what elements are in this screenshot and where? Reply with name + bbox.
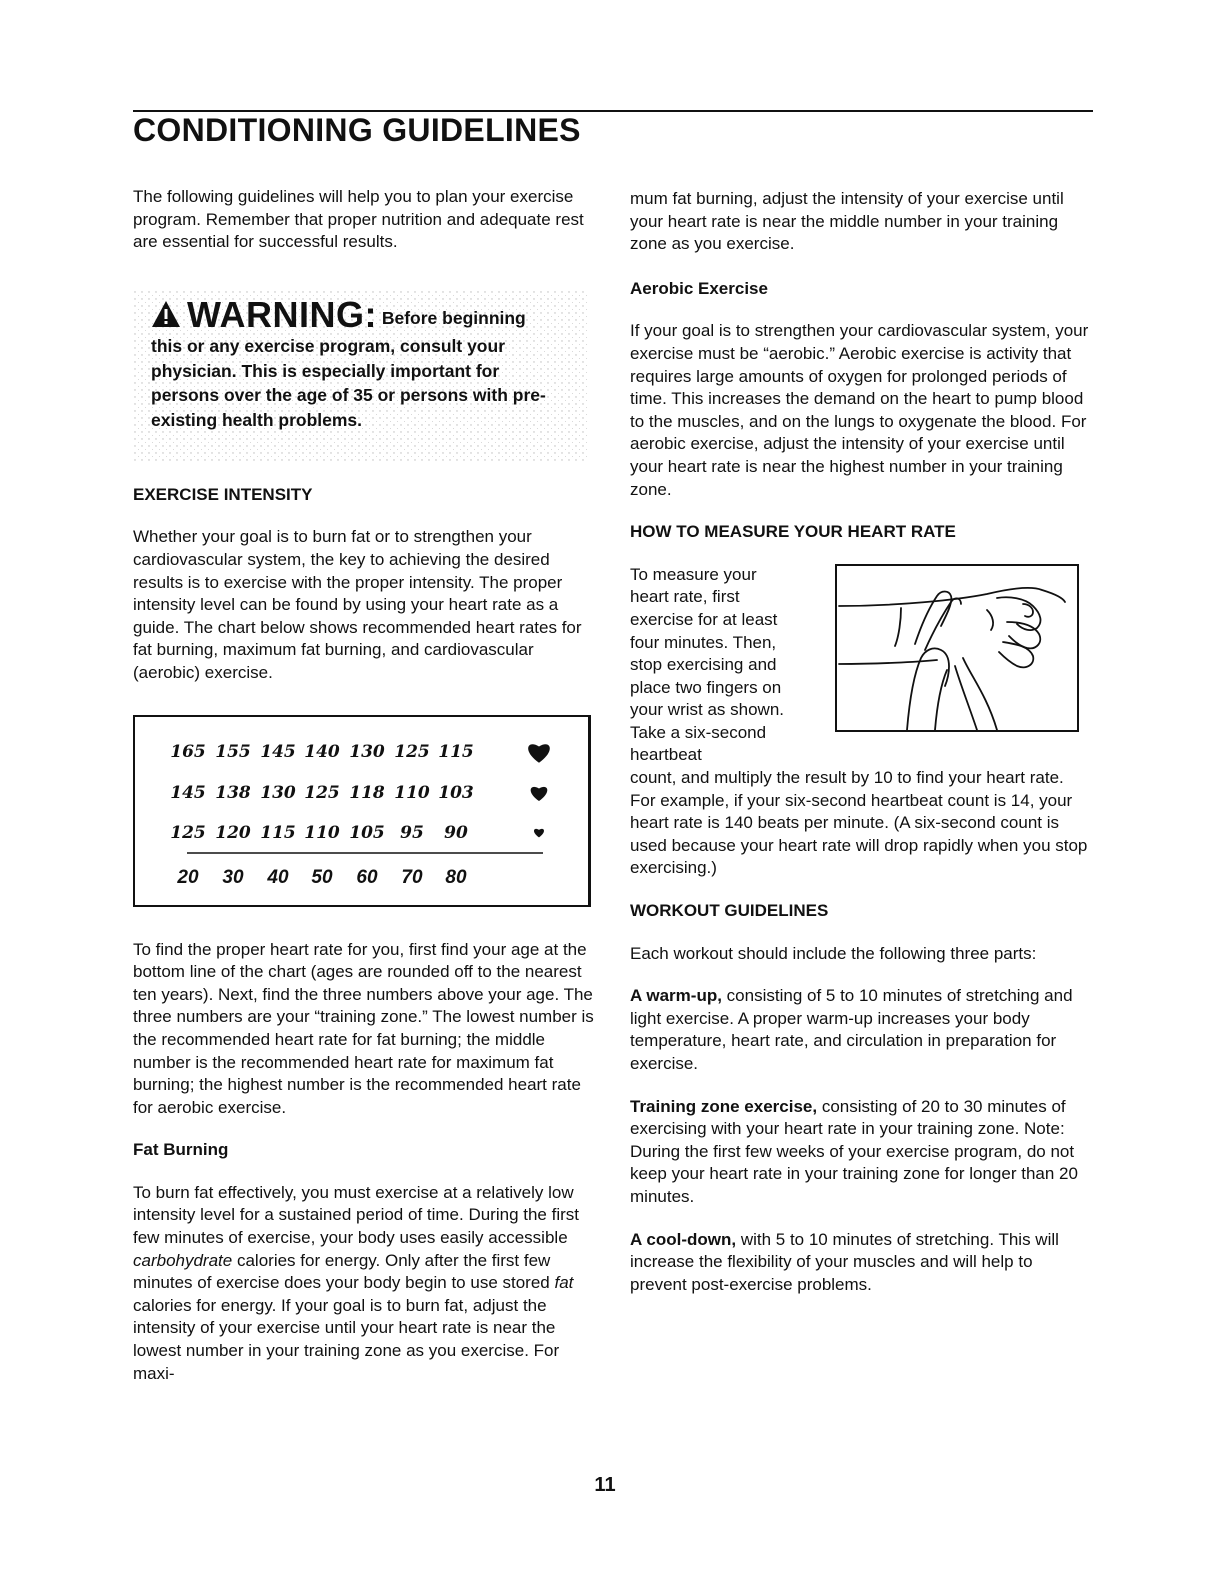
warmup-body: consisting of 5 to 10 minutes of stretching and light exercise. A proper warm-up increases your body temperature, heart rate, and circulation in preparation for exercise.: [630, 986, 1073, 1073]
page-number: 11: [594, 1474, 616, 1496]
warning-lead: Before beginning: [381, 307, 526, 328]
carbohydrate-term: carbohydrate: [133, 1250, 233, 1270]
warning-box: [133, 290, 588, 462]
heart-rate-value-fat-burning: 95: [400, 822, 424, 843]
warmup-term: A warm-up,: [630, 986, 722, 1006]
heart-rate-value-max-fat-burning: 110: [394, 782, 430, 803]
right-column: [630, 188, 1092, 1296]
exercise-intensity-heading: EXERCISE INTENSITY: [133, 484, 313, 504]
aerobic-paragraph: If your goal is to strengthen your cardiovascular system, your exercise must be “aerobic.” Aerobic exercise is activity that requires large amounts of oxygen for prolonged periods of time. This increases the demand on the heart to pump blood to the muscles, and on the lungs to oxygenate the blood. For aerobic exercise, adjust the intensity of your exercise until your heart rate is near the highest number in your training zone.: [630, 321, 1089, 499]
fat-burning-text-2: calories for energy. Only after the first few minutes of exercise does your body begin to use stored: [133, 1250, 551, 1293]
wrist-pulse-illustration: [835, 564, 1079, 732]
heart-rate-value-fat-burning: 105: [349, 822, 385, 843]
heart-rate-value-max-fat-burning: 138: [215, 782, 251, 803]
fat-burning-text-1: To burn fat effectively, you must exercise at a relatively low intensity level for a sustained period of time. During the first few minutes of exercise, your body uses easily accessible: [133, 1182, 579, 1248]
wrist-pulse-icon: [837, 566, 1077, 730]
fat-burning-paragraph: [133, 1182, 595, 1385]
warning-word: WARNING:: [187, 293, 377, 335]
heart-rate-value-aerobic: 145: [260, 741, 296, 762]
heart-rate-value-max-fat-burning: 145: [170, 782, 206, 803]
intro-paragraph: The following guidelines will help you to plan your exercise program. Remember that proper nutrition and adequate rest are essential for successful results.: [133, 187, 584, 252]
age-tick-label: 80: [445, 866, 467, 888]
training-zone-body: consisting of 20 to 30 minutes of exercising with your heart rate in your training zone. Note: During the first few weeks of your exercise program, do not keep your heart rate in your training zone for longer than 20 minutes.: [630, 1096, 1078, 1206]
heart-rate-value-aerobic: 130: [349, 741, 385, 762]
age-tick-label: 50: [311, 866, 333, 888]
training-zone-term: Training zone exercise,: [630, 1096, 818, 1116]
cooldown-paragraph: [630, 1229, 1092, 1297]
training-zone-paragraph: [630, 1096, 1092, 1209]
heart-rate-value-fat-burning: 90: [444, 822, 468, 843]
workout-heading: WORKOUT GUIDELINES: [630, 901, 829, 921]
warning-triangle-icon: [151, 300, 181, 335]
large-heart-icon: [528, 744, 550, 762]
measure-text-a: To measure your heart rate, first exercise for at least four minutes. Then, stop exercising and place two fingers on your wrist as shown. Take a six-second heartbeat: [630, 564, 784, 765]
medium-heart-icon: [531, 786, 548, 800]
cooldown-body: with 5 to 10 minutes of stretching. This will increase the flexibility of your muscles and will help to prevent post-exercise problems.: [630, 1229, 1059, 1294]
measure-block: [630, 564, 1092, 767]
heart-rate-value-aerobic: 115: [438, 741, 474, 762]
age-tick-label: 60: [356, 866, 378, 888]
heart-rate-value-aerobic: 155: [215, 741, 251, 762]
heart-rate-value-fat-burning: 125: [170, 822, 206, 843]
fat-term: fat: [554, 1273, 574, 1293]
age-tick-label: 30: [222, 866, 244, 888]
warning-text: [151, 293, 561, 433]
warning-rest: this or any exercise program, consult your physician. This is especially important for persons over the age of 35 or persons with pre-existing health problems.: [151, 336, 546, 430]
fat-burning-continued: mum fat burning, adjust the intensity of your exercise until your heart rate is near the middle number in your training zone as you exercise.: [630, 189, 1064, 254]
heart-rate-value-aerobic: 140: [304, 741, 340, 762]
warmup-paragraph: [630, 985, 1092, 1075]
heart-rate-value-max-fat-burning: 103: [438, 782, 474, 803]
left-column: [133, 186, 595, 1385]
heart-rate-chart: [133, 715, 591, 907]
heart-rate-chart-svg: [135, 717, 588, 905]
small-heart-icon: [534, 828, 544, 837]
heart-rate-value-aerobic: 165: [170, 741, 206, 762]
heart-rate-value-max-fat-burning: 125: [304, 782, 340, 803]
aerobic-heading: Aerobic Exercise: [630, 278, 768, 298]
exercise-intensity-paragraph: Whether your goal is to burn fat or to strengthen your cardiovascular system, the key to achieving the desired results is to exercise with the proper intensity. The proper intensity level can be found by using your heart rate as a guide. The chart below shows recommended heart rates for fat burning, maximum fat burning, and cardiovascular (aerobic) exercise.: [133, 527, 582, 682]
heart-rate-value-max-fat-burning: 118: [349, 782, 385, 803]
heart-rate-value-max-fat-burning: 130: [260, 782, 296, 803]
workout-intro: Each workout should include the following three parts:: [630, 943, 1037, 963]
heart-rate-value-fat-burning: 115: [260, 822, 296, 843]
measure-text-b: count, and multiply the result by 10 to find your heart rate. For example, if your six-second heartbeat count is 14, your heart rate is 140 beats per minute. (A six-second count is used because your heart rate will drop rapidly when you stop exercising.): [630, 768, 1088, 878]
measure-heading: HOW TO MEASURE YOUR HEART RATE: [630, 522, 956, 542]
age-tick-label: 20: [177, 866, 199, 888]
cooldown-term: A cool-down,: [630, 1229, 737, 1249]
heart-rate-value-fat-burning: 110: [304, 822, 340, 843]
find-rate-paragraph: To find the proper heart rate for you, first find your age at the bottom line of the chart (ages are rounded off to the nearest ten years). Next, find the three numbers above your age. The three numbers are your “training zone.” The lowest number is the recommended heart rate for fat burning; the middle number is the recommended heart rate for maximum fat burning; the highest number is the recommended heart rate for aerobic exercise.: [133, 939, 594, 1117]
fat-burning-text-3: calories for energy. If your goal is to burn fat, adjust the intensity of your exercise until your heart rate is near the lowest number in your training zone as you exercise. For maxi-: [133, 1295, 560, 1383]
fat-burning-heading: Fat Burning: [133, 1140, 229, 1160]
page-title: CONDITIONING GUIDELINES: [133, 112, 581, 148]
age-tick-label: 40: [267, 866, 289, 888]
age-tick-label: 70: [401, 866, 423, 888]
heart-rate-value-fat-burning: 120: [215, 822, 251, 843]
heart-rate-value-aerobic: 125: [394, 741, 430, 762]
